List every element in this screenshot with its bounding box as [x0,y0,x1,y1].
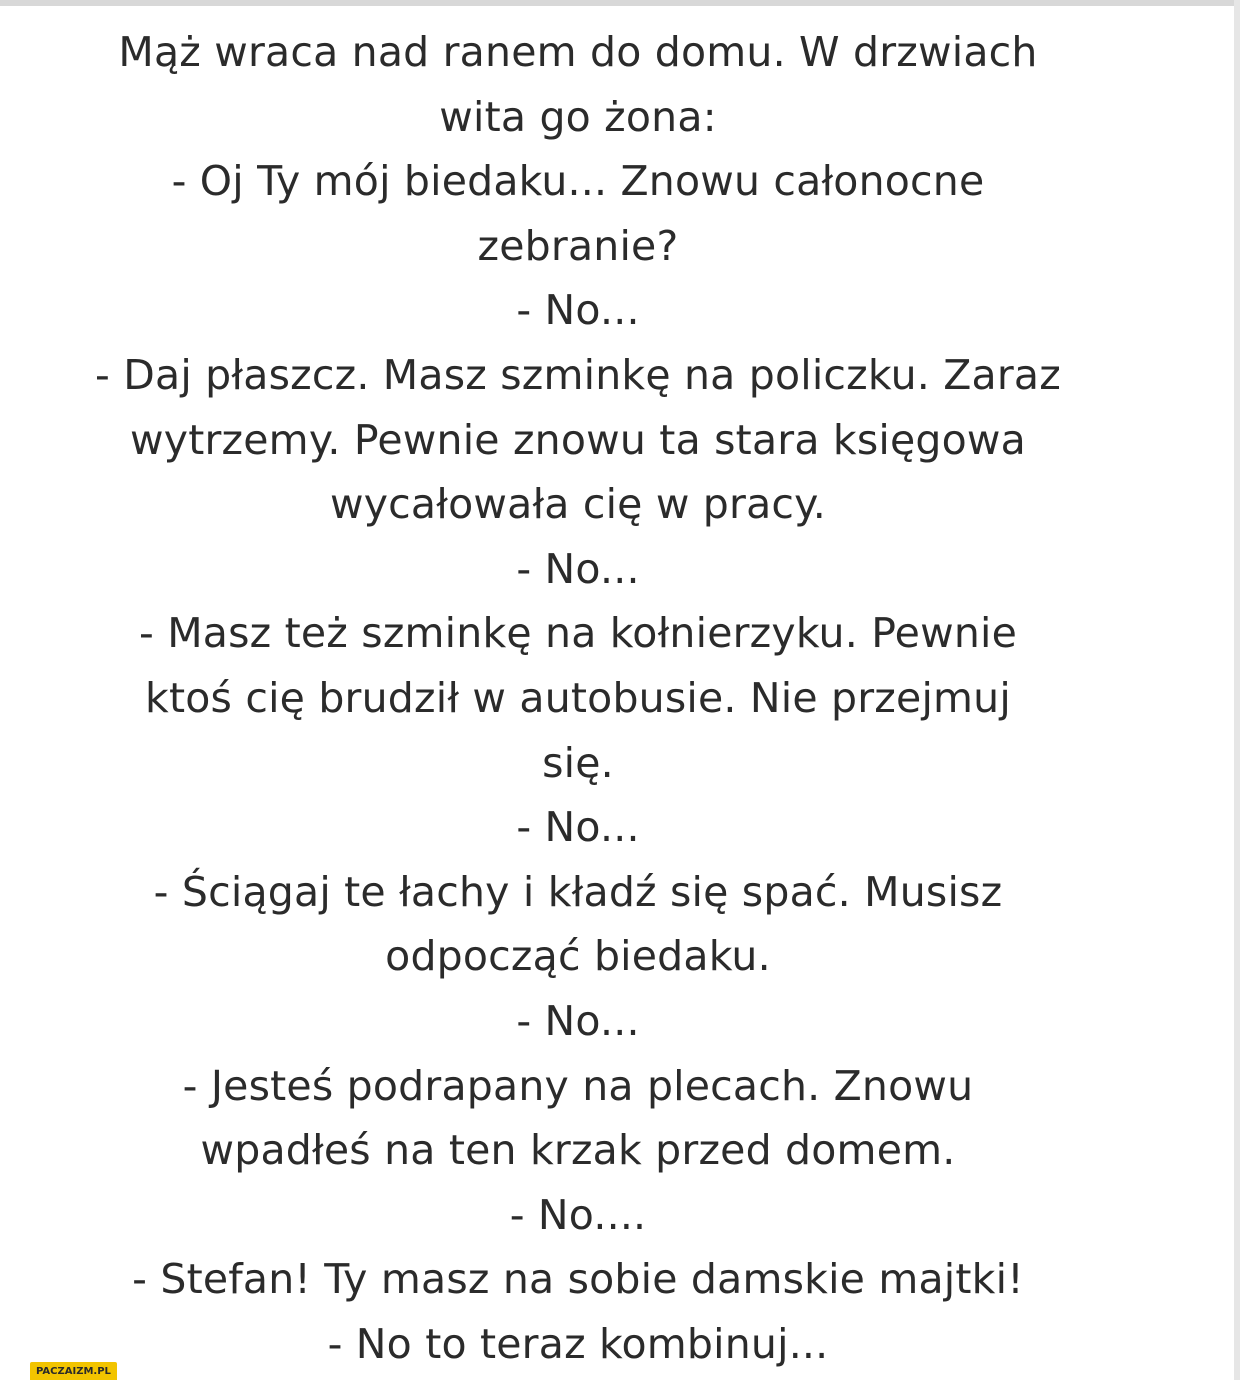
joke-line: - Jesteś podrapany na plecach. Znowu [182,1061,974,1110]
joke-line: - No... [516,286,640,335]
joke-line: wycałowała cię w pracy. [329,480,827,529]
joke-line: zebranie? [477,221,679,270]
top-border [0,0,1240,6]
joke-line: wytrzemy. Pewnie znowu ta stara księgowa [130,415,1026,464]
joke-line: - Oj Ty mój biedaku... Znowu całonocne [171,157,985,206]
joke-line: - Ściągaj te łachy i kładź się spać. Musisz [153,867,1003,916]
joke-line: - Stefan! Ty masz na sobie damskie majtki! [132,1255,1024,1304]
joke-line: odpocząć biedaku. [385,932,771,981]
joke-line: - No... [516,544,640,593]
joke-line: - Daj płaszcz. Masz szminkę na policzku. Zaraz [95,350,1061,399]
right-border [1234,0,1240,1380]
joke-text [18,20,1138,1376]
joke-line: - No to teraz kombinuj... [327,1319,829,1368]
joke-line: - No... [516,803,640,852]
joke-line: Mąż wraca nad ranem do domu. W drzwiach [118,28,1038,76]
joke-line: - No.... [509,1190,647,1239]
watermark-logo: PACZAIZM.PL [30,1362,117,1380]
joke-line: wpadłeś na ten krzak przed domem. [200,1126,956,1175]
joke-line: - Masz też szminkę na kołnierzyku. Pewnie [138,609,1018,658]
joke-line: wita go żona: [439,92,717,141]
joke-line: - No... [516,996,640,1045]
joke-line: się. [542,738,614,787]
joke-line: ktoś cię brudził w autobusie. Nie przejmuj [145,673,1011,722]
